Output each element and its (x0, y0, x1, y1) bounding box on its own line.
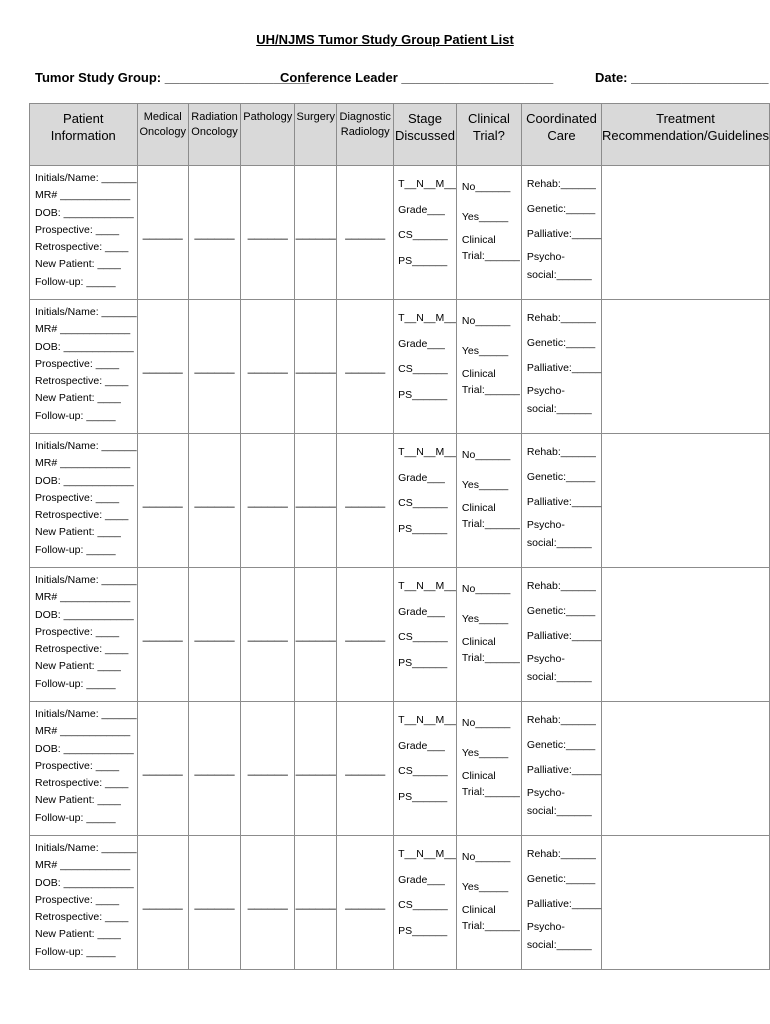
info-line[interactable]: Prospective: ____ (35, 625, 120, 638)
specialty-signoff-cell[interactable] (295, 568, 337, 702)
info-line[interactable]: DOB: ____________ (35, 474, 134, 487)
info-line[interactable]: Initials/Name: ______ (35, 172, 137, 184)
signoff-line[interactable]: ______ (345, 627, 386, 642)
table-row (30, 166, 770, 300)
treatment-recommendation-cell[interactable] (602, 836, 770, 970)
stage-cell (394, 702, 457, 836)
info-line[interactable]: DOB: ____________ (35, 876, 134, 889)
treatment-recommendation-cell[interactable] (602, 300, 770, 434)
care-social-field[interactable]: social:______ (526, 939, 592, 951)
signoff-line[interactable]: ______ (142, 359, 183, 374)
specialty-signoff-cell[interactable] (137, 300, 188, 434)
care-psycho-label: Psycho- (526, 787, 565, 799)
trial-clinical-label: Clinical (461, 770, 496, 782)
signoff-line[interactable]: ______ (194, 225, 235, 240)
trial-clinical-label: Clinical (461, 502, 496, 514)
coordinated-care-cell (521, 568, 601, 702)
info-line[interactable]: Follow-up: _____ (35, 275, 116, 288)
specialty-signoff-cell[interactable] (337, 434, 394, 568)
stage-cell (394, 300, 457, 434)
specialty-signoff-cell[interactable] (241, 166, 295, 300)
info-line[interactable]: New Patient: ____ (35, 526, 121, 539)
signoff-line[interactable]: ______ (247, 225, 288, 240)
info-line[interactable]: MR# ____________ (35, 725, 131, 738)
info-line[interactable]: New Patient: ____ (35, 794, 121, 807)
stage-line[interactable]: Grade___ (398, 337, 445, 350)
document-title: UH/NJMS Tumor Study Group Patient List (256, 32, 514, 47)
signoff-line[interactable]: ______ (247, 359, 288, 374)
specialty-signoff-cell[interactable] (188, 702, 240, 836)
info-line[interactable]: Initials/Name: ______ (35, 708, 137, 720)
specialty-signoff-cell[interactable] (188, 434, 240, 568)
stage-line[interactable]: Grade___ (398, 873, 445, 886)
col-surgery: Surgery (295, 104, 337, 166)
care-social-field[interactable]: social:______ (526, 537, 592, 549)
care-rehab[interactable]: Rehab:______ (526, 446, 596, 458)
care-palliative[interactable]: Palliative:_____ (526, 898, 602, 910)
trial-clinical-label: Clinical (461, 368, 496, 380)
info-line[interactable]: Retrospective: ____ (35, 777, 129, 790)
info-line[interactable]: New Patient: ____ (35, 660, 121, 673)
care-palliative[interactable]: Palliative:_____ (526, 764, 602, 776)
specialty-signoff-cell[interactable] (137, 702, 188, 836)
stage-line[interactable]: CS______ (398, 229, 448, 241)
info-line[interactable]: DOB: ____________ (35, 206, 134, 219)
info-line[interactable]: Retrospective: ____ (35, 241, 129, 254)
stage-line[interactable]: CS______ (398, 363, 448, 375)
info-line[interactable]: DOB: ____________ (35, 340, 134, 353)
specialty-signoff-cell[interactable] (295, 702, 337, 836)
patient-rows (30, 166, 770, 970)
care-rehab[interactable]: Rehab:______ (526, 714, 596, 726)
info-line[interactable]: MR# ____________ (35, 859, 131, 872)
stage-cell (394, 434, 457, 568)
trial-name-field[interactable]: Trial:______ (461, 250, 520, 262)
clinical-trial-cell (456, 568, 521, 702)
stage-line[interactable]: Grade___ (398, 739, 445, 752)
signoff-line[interactable]: ______ (345, 225, 386, 240)
specialty-signoff-cell[interactable] (337, 568, 394, 702)
stage-line[interactable]: Grade___ (398, 471, 445, 484)
trial-no[interactable]: No______ (461, 449, 511, 461)
info-line[interactable]: MR# ____________ (35, 591, 131, 604)
specialty-signoff-cell[interactable] (137, 434, 188, 568)
trial-yes[interactable]: Yes_____ (461, 747, 509, 759)
info-line[interactable]: New Patient: ____ (35, 928, 121, 941)
info-line[interactable]: MR# ____________ (35, 189, 131, 202)
stage-line[interactable]: Grade___ (398, 605, 445, 618)
stage-line[interactable]: PS______ (398, 790, 448, 803)
care-palliative[interactable]: Palliative:_____ (526, 630, 602, 642)
signoff-line[interactable]: ______ (345, 359, 386, 374)
specialty-signoff-cell[interactable] (295, 300, 337, 434)
info-line[interactable]: Follow-up: _____ (35, 409, 116, 422)
signoff-line[interactable]: ______ (194, 761, 235, 776)
specialty-signoff-cell[interactable] (241, 702, 295, 836)
coordinated-care-cell (521, 434, 601, 568)
info-line[interactable]: New Patient: ____ (35, 258, 121, 271)
clinical-trial-cell (456, 836, 521, 970)
table-row (30, 702, 770, 836)
patient-list-table (29, 103, 770, 970)
col-diagnostic-radiology: Diagnostic Radiology (337, 104, 394, 166)
signoff-line[interactable]: ______ (295, 225, 336, 240)
patient-info-cell (30, 702, 138, 836)
col-coordinated-care: Coordinated Care (521, 104, 601, 166)
signoff-line[interactable]: ______ (142, 895, 183, 910)
care-genetic[interactable]: Genetic:_____ (526, 873, 596, 885)
signoff-line[interactable]: ______ (247, 493, 288, 508)
care-psycho-label: Psycho- (526, 519, 565, 531)
info-line[interactable]: Prospective: ____ (35, 357, 120, 370)
stage-line[interactable]: T__N__M__ (398, 178, 456, 190)
care-social-field[interactable]: social:______ (526, 269, 592, 281)
signoff-line[interactable]: ______ (247, 895, 288, 910)
specialty-signoff-cell[interactable] (337, 702, 394, 836)
signoff-line[interactable]: ______ (295, 627, 336, 642)
specialty-signoff-cell[interactable] (241, 836, 295, 970)
care-social-field[interactable]: social:______ (526, 805, 592, 817)
coordinated-care-cell (521, 702, 601, 836)
signoff-line[interactable]: ______ (142, 761, 183, 776)
stage-line[interactable]: PS______ (398, 656, 448, 669)
signoff-line[interactable]: ______ (345, 493, 386, 508)
signoff-line[interactable]: ______ (142, 627, 183, 642)
stage-line[interactable]: T__N__M__ (398, 848, 456, 860)
info-line[interactable]: Initials/Name: ______ (35, 574, 137, 586)
col-clinical-trial: Clinical Trial? (456, 104, 521, 166)
trial-clinical-label: Clinical (461, 904, 496, 916)
treatment-recommendation-cell[interactable] (602, 166, 770, 300)
specialty-signoff-cell[interactable] (295, 836, 337, 970)
trial-no[interactable]: No______ (461, 851, 511, 863)
col-radiation-oncology: Radiation Oncology (188, 104, 240, 166)
signoff-line[interactable]: ______ (142, 493, 183, 508)
clinical-trial-cell (456, 702, 521, 836)
trial-no[interactable]: No______ (461, 717, 511, 729)
info-line[interactable]: Prospective: ____ (35, 893, 120, 906)
info-line[interactable]: MR# ____________ (35, 323, 131, 336)
trial-yes[interactable]: Yes_____ (461, 881, 509, 893)
info-line[interactable]: DOB: ____________ (35, 608, 134, 621)
info-line[interactable]: MR# ____________ (35, 457, 131, 470)
stage-line[interactable]: T__N__M__ (398, 312, 456, 324)
care-psycho-label: Psycho- (526, 385, 565, 397)
care-psycho-label: Psycho- (526, 251, 565, 263)
signoff-line[interactable]: ______ (295, 761, 336, 776)
trial-name-field[interactable]: Trial:______ (461, 652, 520, 664)
treatment-recommendation-cell[interactable] (602, 434, 770, 568)
info-line[interactable]: Retrospective: ____ (35, 375, 129, 388)
trial-yes[interactable]: Yes_____ (461, 211, 509, 223)
signoff-line[interactable]: ______ (295, 493, 336, 508)
signoff-line[interactable]: ______ (194, 493, 235, 508)
specialty-signoff-cell[interactable] (188, 300, 240, 434)
info-line[interactable]: Prospective: ____ (35, 223, 120, 236)
stage-cell (394, 568, 457, 702)
header-row (30, 104, 770, 166)
stage-cell (394, 836, 457, 970)
specialty-signoff-cell[interactable] (241, 300, 295, 434)
specialty-signoff-cell[interactable] (337, 836, 394, 970)
patient-info-cell (30, 836, 138, 970)
coordinated-care-cell (521, 166, 601, 300)
specialty-signoff-cell[interactable] (137, 166, 188, 300)
clinical-trial-cell (456, 434, 521, 568)
signoff-line[interactable]: ______ (194, 895, 235, 910)
trial-yes[interactable]: Yes_____ (461, 613, 509, 625)
signoff-line[interactable]: ______ (295, 359, 336, 374)
signoff-line[interactable]: ______ (194, 627, 235, 642)
care-rehab[interactable]: Rehab:______ (526, 848, 596, 860)
care-psycho-label: Psycho- (526, 653, 565, 665)
specialty-signoff-cell[interactable] (137, 568, 188, 702)
signoff-line[interactable]: ______ (345, 761, 386, 776)
signoff-line[interactable]: ______ (142, 225, 183, 240)
info-line[interactable]: Follow-up: _____ (35, 945, 116, 958)
care-palliative[interactable]: Palliative:_____ (526, 228, 602, 240)
patient-info-cell (30, 568, 138, 702)
care-genetic[interactable]: Genetic:_____ (526, 605, 596, 617)
info-line[interactable]: Retrospective: ____ (35, 911, 129, 924)
info-line[interactable]: Prospective: ____ (35, 759, 120, 772)
info-line[interactable]: Initials/Name: ______ (35, 306, 137, 318)
trial-clinical-label: Clinical (461, 636, 496, 648)
care-genetic[interactable]: Genetic:_____ (526, 203, 596, 215)
stage-line[interactable]: T__N__M__ (398, 580, 456, 592)
care-genetic[interactable]: Genetic:_____ (526, 337, 596, 349)
trial-name-field[interactable]: Trial:______ (461, 920, 520, 932)
conference-leader-field[interactable]: Conference Leader _____________________ (280, 70, 554, 85)
trial-no[interactable]: No______ (461, 583, 511, 595)
info-line[interactable]: Retrospective: ____ (35, 643, 129, 656)
trial-no[interactable]: No______ (461, 315, 511, 327)
info-line[interactable]: New Patient: ____ (35, 392, 121, 405)
specialty-signoff-cell[interactable] (137, 836, 188, 970)
care-rehab[interactable]: Rehab:______ (526, 312, 596, 324)
trial-yes[interactable]: Yes_____ (461, 479, 509, 491)
stage-line[interactable]: PS______ (398, 924, 448, 937)
signoff-line[interactable]: ______ (345, 895, 386, 910)
care-rehab[interactable]: Rehab:______ (526, 580, 596, 592)
care-psycho-label: Psycho- (526, 921, 565, 933)
clinical-trial-cell (456, 166, 521, 300)
table-row (30, 300, 770, 434)
trial-name-field[interactable]: Trial:______ (461, 786, 520, 798)
table-row (30, 568, 770, 702)
trial-clinical-label: Clinical (461, 234, 496, 246)
specialty-signoff-cell[interactable] (188, 166, 240, 300)
signoff-line[interactable]: ______ (247, 627, 288, 642)
care-palliative[interactable]: Palliative:_____ (526, 362, 602, 374)
specialty-signoff-cell[interactable] (337, 166, 394, 300)
specialty-signoff-cell[interactable] (337, 300, 394, 434)
care-palliative[interactable]: Palliative:_____ (526, 496, 602, 508)
info-line[interactable]: Retrospective: ____ (35, 509, 129, 522)
trial-no[interactable]: No______ (461, 181, 511, 193)
specialty-signoff-cell[interactable] (188, 836, 240, 970)
care-social-field[interactable]: social:______ (526, 403, 592, 415)
stage-cell (394, 166, 457, 300)
specialty-signoff-cell[interactable] (295, 166, 337, 300)
coordinated-care-cell (521, 836, 601, 970)
tumor-study-group-field[interactable]: Tumor Study Group: ____________________ (35, 70, 310, 85)
stage-line[interactable]: PS______ (398, 522, 448, 535)
col-pathology: Pathology (241, 104, 295, 166)
info-line[interactable]: Follow-up: _____ (35, 543, 116, 556)
patient-info-cell (30, 166, 138, 300)
stage-line[interactable]: PS______ (398, 254, 448, 267)
signoff-line[interactable]: ______ (247, 761, 288, 776)
care-rehab[interactable]: Rehab:______ (526, 178, 596, 190)
info-line[interactable]: Prospective: ____ (35, 491, 120, 504)
care-social-field[interactable]: social:______ (526, 671, 592, 683)
date-field[interactable]: Date: ___________________ (595, 70, 769, 85)
treatment-recommendation-cell[interactable] (602, 568, 770, 702)
patient-info-cell (30, 300, 138, 434)
signoff-line[interactable]: ______ (194, 359, 235, 374)
col-treatment-recommendation: Treatment Recommendation/Guidelines (602, 104, 770, 166)
trial-name-field[interactable]: Trial:______ (461, 518, 520, 530)
care-genetic[interactable]: Genetic:_____ (526, 471, 596, 483)
info-line[interactable]: Initials/Name: ______ (35, 842, 137, 854)
stage-line[interactable]: CS______ (398, 765, 448, 777)
table-row (30, 434, 770, 568)
trial-yes[interactable]: Yes_____ (461, 345, 509, 357)
stage-line[interactable]: PS______ (398, 388, 448, 401)
info-line[interactable]: Follow-up: _____ (35, 677, 116, 690)
table-row (30, 836, 770, 970)
col-stage-discussed: Stage Discussed (394, 104, 457, 166)
patient-info-cell (30, 434, 138, 568)
clinical-trial-cell (456, 300, 521, 434)
stage-line[interactable]: CS______ (398, 497, 448, 509)
treatment-recommendation-cell[interactable] (602, 702, 770, 836)
col-medical-oncology: Medical Oncology (137, 104, 188, 166)
trial-name-field[interactable]: Trial:______ (461, 384, 520, 396)
info-line[interactable]: Follow-up: _____ (35, 811, 116, 824)
specialty-signoff-cell[interactable] (241, 568, 295, 702)
col-patient-information: Patient Information (30, 104, 138, 166)
stage-line[interactable]: Grade___ (398, 203, 445, 216)
stage-line[interactable]: CS______ (398, 899, 448, 911)
care-genetic[interactable]: Genetic:_____ (526, 739, 596, 751)
stage-line[interactable]: CS______ (398, 631, 448, 643)
signoff-line[interactable]: ______ (295, 895, 336, 910)
info-line[interactable]: Initials/Name: ______ (35, 440, 137, 452)
specialty-signoff-cell[interactable] (188, 568, 240, 702)
specialty-signoff-cell[interactable] (241, 434, 295, 568)
stage-line[interactable]: T__N__M__ (398, 714, 456, 726)
specialty-signoff-cell[interactable] (295, 434, 337, 568)
coordinated-care-cell (521, 300, 601, 434)
stage-line[interactable]: T__N__M__ (398, 446, 456, 458)
info-line[interactable]: DOB: ____________ (35, 742, 134, 755)
